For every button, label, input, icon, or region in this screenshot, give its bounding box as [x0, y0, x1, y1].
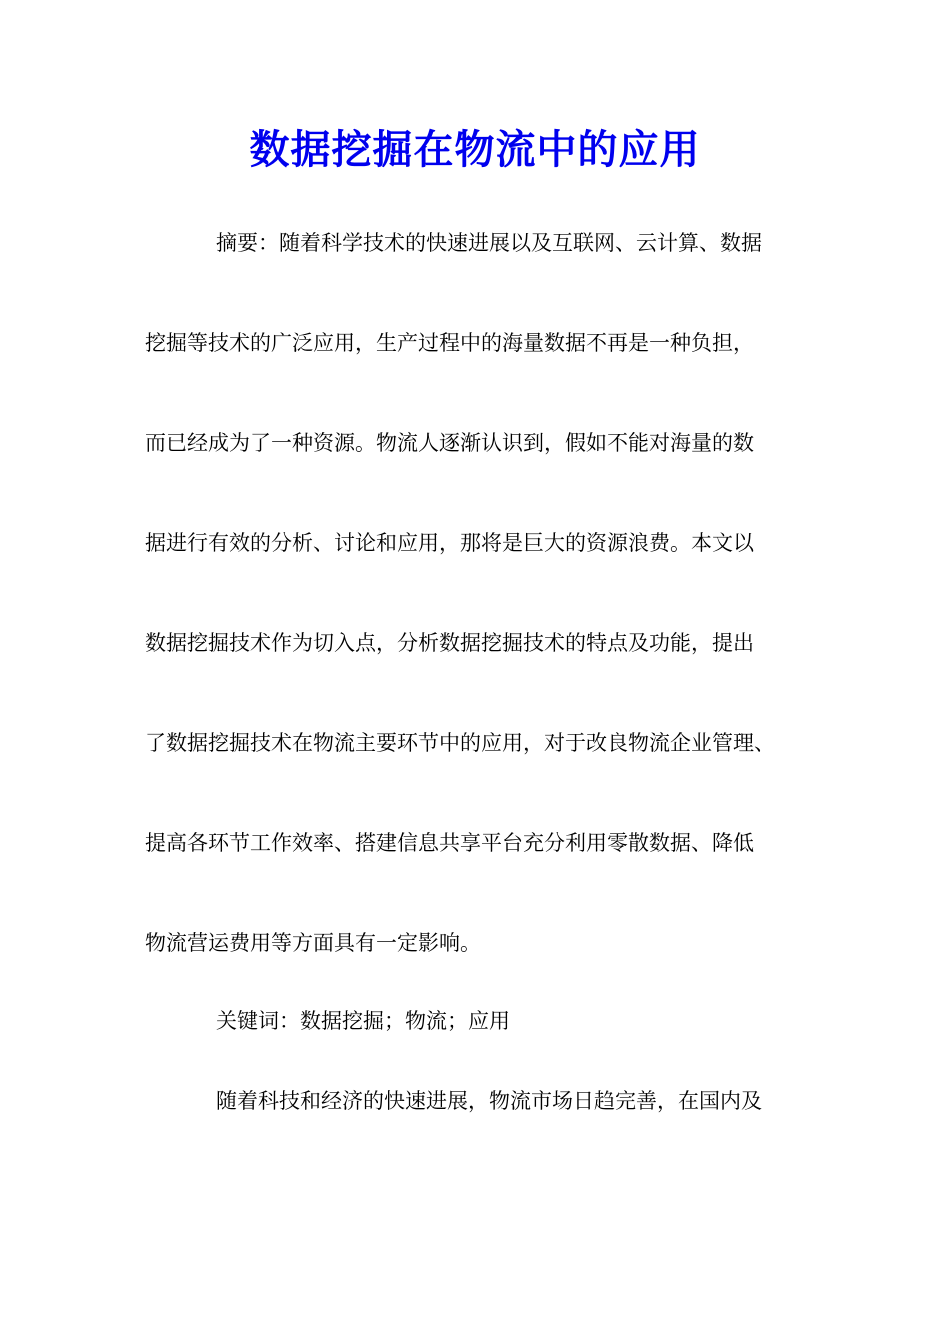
abstract-line: 了数据挖掘技术在物流主要环节中的应用，对于改良物流企业管理、	[145, 731, 775, 755]
abstract-line: 挖掘等技术的广泛应用，生产过程中的海量数据不再是一种负担，	[145, 331, 754, 355]
document-title: 数据挖掘在物流中的应用	[249, 126, 701, 173]
abstract-line: 而已经成为了一种资源。物流人逐渐认识到，假如不能对海量的数	[145, 431, 754, 455]
abstract-line: 数据挖掘技术作为切入点，分析数据挖掘技术的特点及功能，提出	[145, 631, 754, 655]
abstract-line: 摘要：随着科学技术的快速进展以及互联网、云计算、数据	[216, 231, 762, 255]
abstract-line: 据进行有效的分析、讨论和应用，那将是巨大的资源浪费。本文以	[145, 531, 754, 555]
abstract-line: 提高各环节工作效率、搭建信息共享平台充分利用零散数据、降低	[145, 831, 754, 855]
abstract-line: 物流营运费用等方面具有一定影响。	[145, 931, 481, 955]
keywords-line: 关键词：数据挖掘；物流；应用	[216, 1009, 510, 1033]
body-paragraph-line: 随着科技和经济的快速进展，物流市场日趋完善，在国内及	[216, 1089, 762, 1113]
